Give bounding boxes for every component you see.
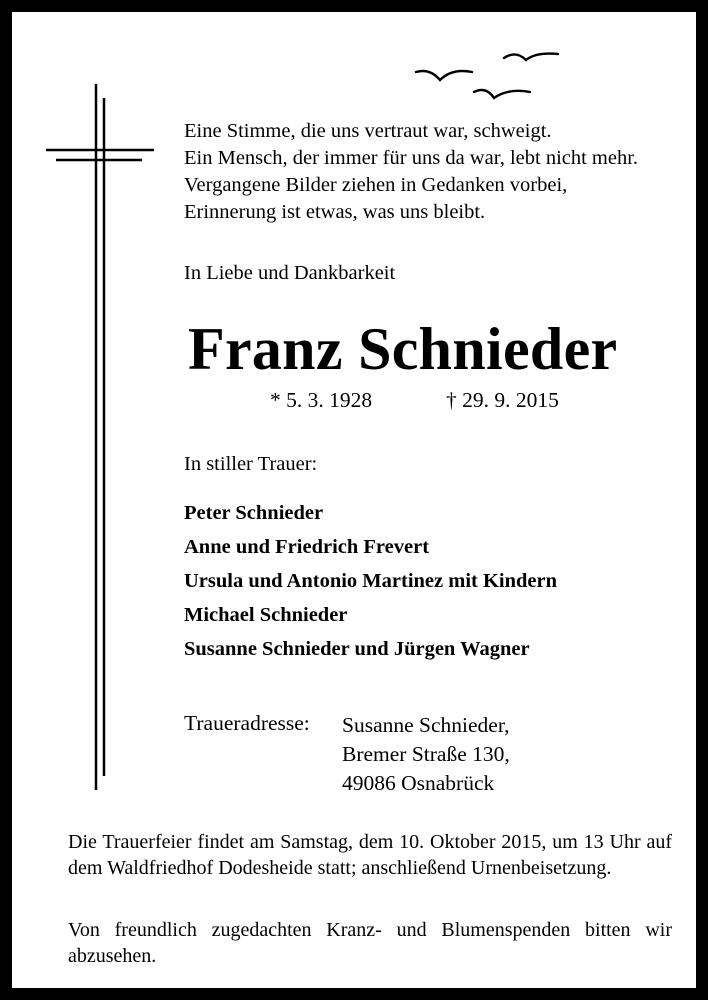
address-label: Traueradresse: — [184, 711, 310, 735]
address-block — [342, 711, 510, 798]
mourner: Anne und Friedrich Frevert — [184, 536, 430, 558]
mourners-list — [184, 496, 557, 666]
birds-icon — [412, 48, 572, 118]
poem-line: Vergangene Bilder ziehen in Gedanken vorbei, — [184, 174, 568, 196]
cross-icon — [46, 84, 156, 794]
dedication: In Liebe und Dankbarkeit — [184, 262, 396, 284]
funeral-info: Die Trauerfeier findet am Samstag, dem 10. Oktober 2015, um 13 Uhr auf dem Waldfriedhof Dodesheide statt; anschließend Urnenbeisetzung. — [68, 831, 672, 879]
mourning-intro: In stiller Trauer: — [184, 453, 318, 475]
mourner: Ursula und Antonio Martinez mit Kindern — [184, 570, 558, 592]
birth-date: * 5. 3. 1928 — [270, 388, 373, 412]
mourner: Michael Schnieder — [184, 604, 348, 626]
poem-line: Eine Stimme, die uns vertraut war, schweigt. — [184, 120, 552, 142]
address-line: Bremer Straße 130, — [342, 742, 510, 766]
flowers-note: Von freundlich zugedachten Kranz- und Blumenspenden bitten wir abzusehen. — [68, 919, 672, 967]
death-date: † 29. 9. 2015 — [446, 388, 559, 412]
address-line: Susanne Schnieder, — [342, 713, 510, 737]
poem-line: Erinnerung ist etwas, was uns bleibt. — [184, 201, 486, 223]
deceased-name: Franz Schnieder — [188, 316, 618, 382]
poem-line: Ein Mensch, der immer für uns da war, lebt nicht mehr. — [184, 147, 639, 169]
poem — [184, 118, 638, 226]
address-line: 49086 Osnabrück — [342, 771, 495, 795]
mourner: Peter Schnieder — [184, 502, 324, 524]
mourner: Susanne Schnieder und Jürgen Wagner — [184, 638, 530, 660]
